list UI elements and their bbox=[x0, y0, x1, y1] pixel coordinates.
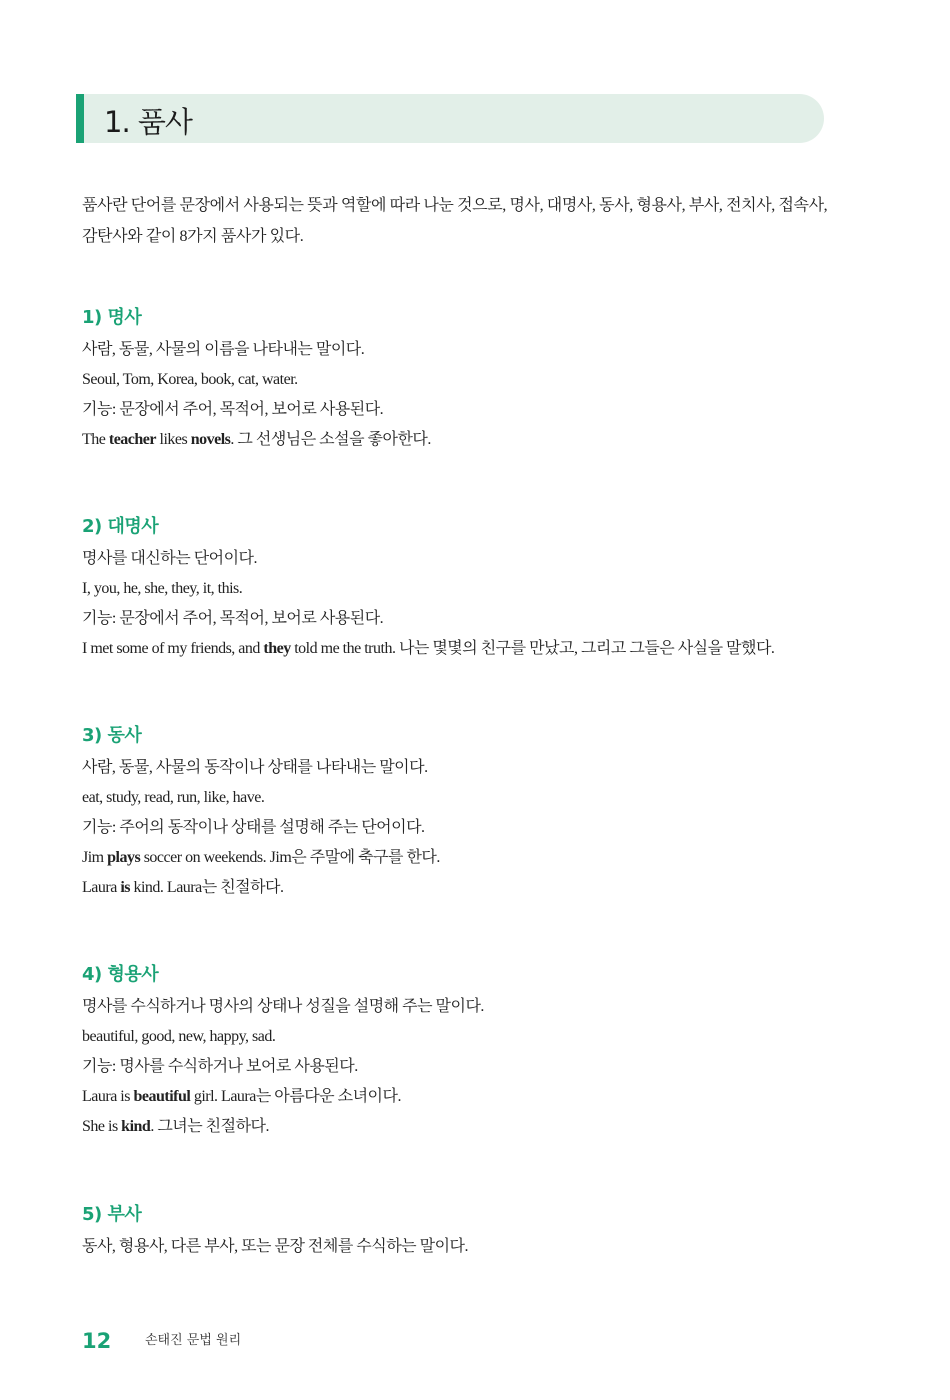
text-run: 기능: 문장에서 주어, 목적어, 보어로 사용된다. bbox=[82, 610, 384, 627]
section-title: 4) 형용사 bbox=[82, 964, 159, 985]
body-line bbox=[82, 1112, 862, 1142]
body-line bbox=[82, 634, 862, 664]
text-run: The bbox=[82, 431, 109, 448]
body-line bbox=[82, 604, 862, 634]
chapter-accent-bar bbox=[76, 94, 84, 143]
text-run: soccer on weekends. Jim은 주말에 축구를 한다. bbox=[140, 849, 440, 866]
body-line bbox=[82, 992, 862, 1022]
body-line bbox=[82, 574, 862, 604]
section-verb bbox=[82, 721, 862, 903]
body-line bbox=[82, 843, 862, 873]
section-noun bbox=[82, 303, 862, 455]
emphasis-text: novels bbox=[190, 431, 231, 448]
text-run: She is bbox=[82, 1118, 122, 1135]
text-run: 기능: 명사를 수식하거나 보어로 사용된다. bbox=[82, 1058, 358, 1075]
text-run: eat, study, read, run, like, have. bbox=[82, 789, 265, 806]
text-run: I, you, he, she, they, it, this. bbox=[82, 580, 243, 597]
body-line bbox=[82, 813, 862, 843]
text-run: I met some of my friends, and bbox=[82, 640, 264, 657]
section-body bbox=[82, 753, 862, 903]
body-line bbox=[82, 425, 862, 455]
text-run: Jim bbox=[82, 849, 108, 866]
text-run: 명사를 대신하는 단어이다. bbox=[82, 550, 258, 567]
emphasis-text: is bbox=[120, 879, 130, 896]
text-run: told me the truth. 나는 몇몇의 친구를 만났고, 그리고 그들은 사실을 말했다. bbox=[290, 640, 775, 657]
emphasis-text: plays bbox=[107, 849, 141, 866]
section-adverb bbox=[82, 1200, 862, 1262]
body-line bbox=[82, 395, 862, 425]
body-line bbox=[82, 365, 862, 395]
text-run: 기능: 주어의 동작이나 상태를 설명해 주는 단어이다. bbox=[82, 819, 425, 836]
text-run: beautiful, good, new, happy, sad. bbox=[82, 1028, 276, 1045]
section-title: 5) 부사 bbox=[82, 1204, 142, 1225]
body-line bbox=[82, 783, 862, 813]
text-run: Seoul, Tom, Korea, book, cat, water. bbox=[82, 371, 298, 388]
text-run: girl. Laura는 아름다운 소녀이다. bbox=[190, 1088, 401, 1105]
body-line bbox=[82, 335, 862, 365]
book-title: 손태진 문법 원리 bbox=[145, 1333, 242, 1348]
page-number: 12 bbox=[82, 1329, 112, 1353]
section-title: 3) 동사 bbox=[82, 725, 142, 746]
emphasis-text: teacher bbox=[108, 431, 157, 448]
text-run: Laura is bbox=[82, 1088, 134, 1105]
emphasis-text: beautiful bbox=[133, 1088, 191, 1105]
chapter-title: 1. 품사 bbox=[104, 105, 192, 139]
section-title: 2) 대명사 bbox=[82, 516, 159, 537]
section-pronoun bbox=[82, 512, 862, 664]
body-line bbox=[82, 1082, 862, 1112]
body-line bbox=[82, 1052, 862, 1082]
text-run: 사람, 동물, 사물의 동작이나 상태를 나타내는 말이다. bbox=[82, 759, 428, 776]
emphasis-text: kind bbox=[121, 1118, 151, 1135]
section-body bbox=[82, 1232, 862, 1262]
body-line bbox=[82, 1022, 862, 1052]
text-run: kind. Laura는 친절하다. bbox=[129, 879, 284, 896]
text-run: . 그 선생님은 소설을 좋아한다. bbox=[230, 431, 431, 448]
text-run: . 그녀는 친절하다. bbox=[150, 1118, 270, 1135]
text-run: 사람, 동물, 사물의 이름을 나타내는 말이다. bbox=[82, 341, 365, 358]
body-line bbox=[82, 544, 862, 574]
body-line bbox=[82, 753, 862, 783]
chapter-header bbox=[76, 94, 824, 143]
emphasis-text: they bbox=[263, 640, 291, 657]
intro-paragraph: 품사란 단어를 문장에서 사용되는 뜻과 역할에 따라 나눈 것으로, 명사, 대명사, 동사, 형용사, 부사, 전치사, 접속사, 감탄사와 같이 8가지 품사가 있다. bbox=[82, 197, 828, 245]
section-body bbox=[82, 992, 862, 1142]
text-run: 기능: 문장에서 주어, 목적어, 보어로 사용된다. bbox=[82, 401, 384, 418]
body-line bbox=[82, 873, 862, 903]
text-run: 동사, 형용사, 다른 부사, 또는 문장 전체를 수식하는 말이다. bbox=[82, 1238, 468, 1255]
text-run: 명사를 수식하거나 명사의 상태나 성질을 설명해 주는 말이다. bbox=[82, 998, 484, 1015]
section-adjective bbox=[82, 960, 862, 1142]
section-body bbox=[82, 544, 862, 664]
section-body bbox=[82, 335, 862, 455]
text-run: Laura bbox=[82, 879, 121, 896]
body-line bbox=[82, 1232, 862, 1262]
section-title: 1) 명사 bbox=[82, 307, 142, 328]
text-run: likes bbox=[156, 431, 191, 448]
